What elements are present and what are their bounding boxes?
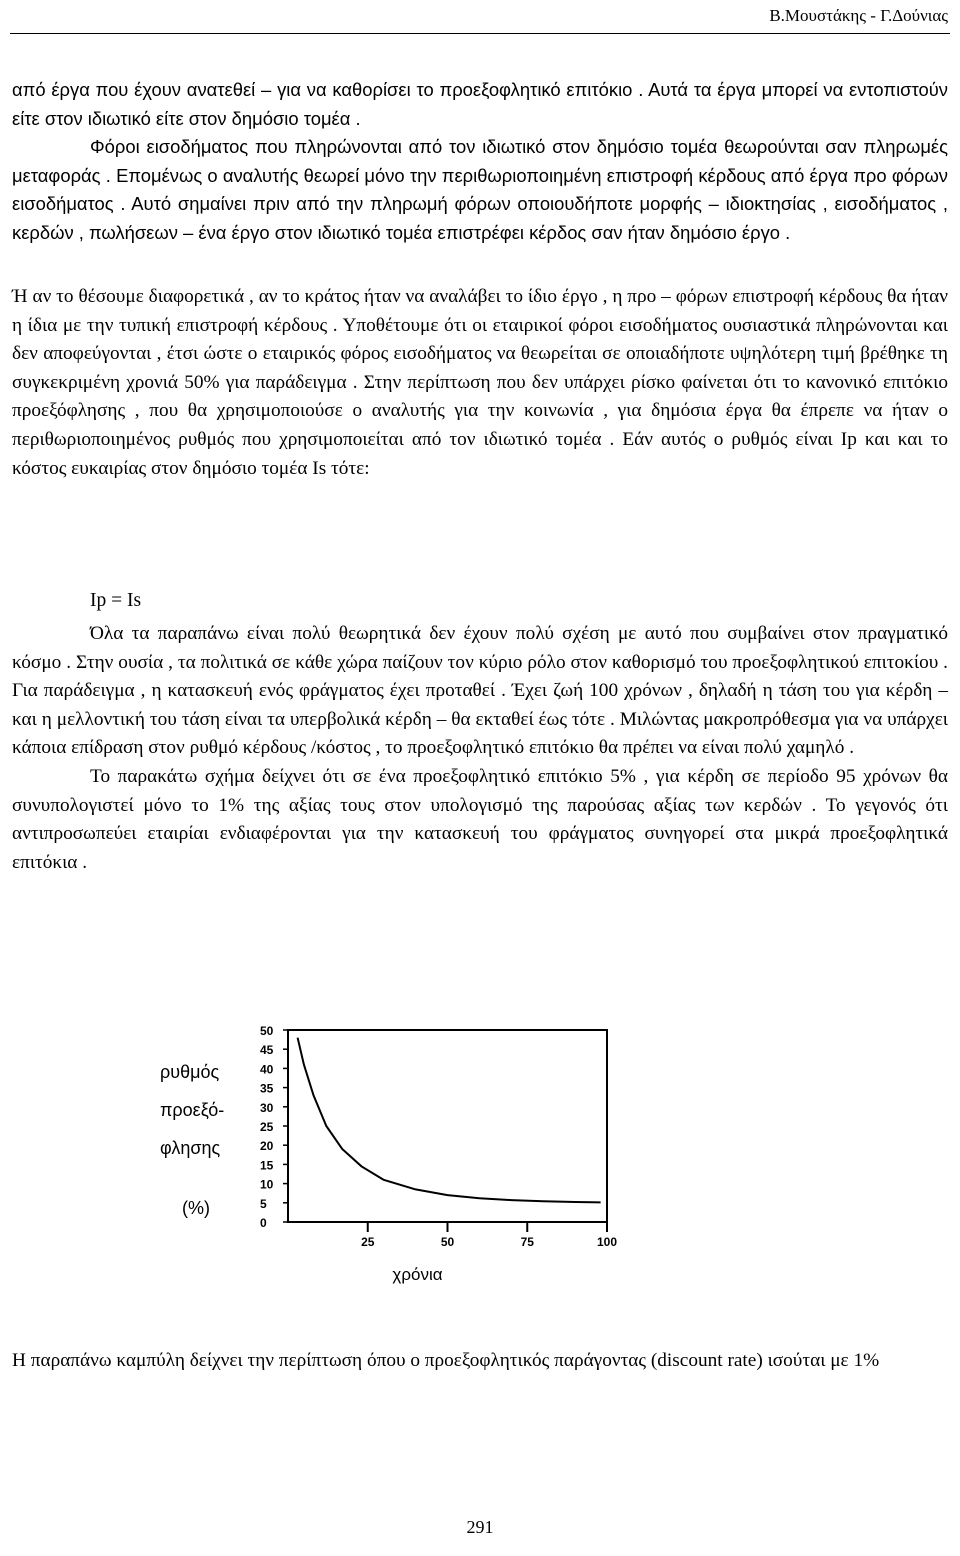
figure-caption: Η παραπάνω καμπύλη δείχνει την περίπτωση όπου ο προεξοφλητικός παράγοντας (discount rate) ισούται με 1%: [12, 1350, 880, 1371]
y-tick-label: 45: [260, 1043, 274, 1058]
y-tick-label: 50: [260, 1024, 274, 1038]
paragraph-3: Ή αν το θέσουμε διαφορετικά , αν το κράτος ήταν να αναλάβει το ίδιο έργο , η προ – φόρων επιστροφή κέρδους θα ήταν η ίδια με την τυπική επιστροφή κέρδους . Υποθέτουμε ότι οι εταιρικοί φόροι εισοδήματος ουσιαστικά πληρώνονται και δεν αποφεύγονται , έτσι ώστε ο εταιρικός φόρος εισοδήματος να θεωρείται σε οποιαδήποτε υψηλότερη τιμή βρέθηκε τη συγκεκριμένη χρονιά 50% για παράδειγμα . Στην περίπτωση που δεν υπάρχει ρίσκο φαίνεται ότι το κανονικό επιτόκιο προεξόφλησης , που θα χρησιμοποιούσε ο αναλυτής για την κοινωνία , για δημόσια έργα θα έπρεπε να ήταν ο περιθωριοποιημένος ρυθμός που χρησιμοποιείται από τον ιδιωτικό τομέα . Εάν αυτός ο ρυθμός είναι Ip και και το κόστος ευκαιρίας στον δημόσιο τομέα Is τότε:: [12, 286, 948, 479]
paragraph-block-1: [12, 76, 948, 248]
y-tick-label: 40: [260, 1062, 274, 1077]
paragraph-2: Φόροι εισοδήματος που πληρώνονται από τον ιδιωτικό στον δημόσιο τομέα θεωρούνται σαν πληρωμές μεταφοράς . Επομένως ο αναλυτής θεωρεί μόνο την περιθωριοποιημένη επιστροφή κέρδους από έργα προ φόρων εισοδήματος . Αυτό σημαίνει πριν από την πληρωμή φόρων οποιουδήποτε μορφής – ιδιοκτησίας , εισοδήματος , κερδών , πωλήσεων – ένα έργο στον ιδιωτικό τομέα επιστρέφει κέρδος σαν ήταν δημόσιο έργο .: [12, 136, 948, 243]
x-tick-label: 100: [596, 1235, 618, 1249]
formula: Ip = Is: [90, 590, 142, 611]
discount-rate-chart: [160, 1000, 640, 1310]
y-tick-label: 5: [260, 1196, 267, 1211]
y-tick-label: 25: [260, 1120, 274, 1134]
header-rule: [10, 33, 950, 34]
y-axis-label-line: φλησης: [160, 1138, 221, 1158]
discount-rate-figure: [160, 1000, 640, 1310]
page-number: 291: [466, 1517, 494, 1537]
x-ticks: [361, 1222, 617, 1249]
x-tick-label: 75: [520, 1235, 534, 1249]
y-tick-label: 20: [260, 1139, 274, 1154]
x-tick-label: 25: [361, 1235, 375, 1249]
y-ticks: [260, 1024, 288, 1230]
y-axis-label: [160, 1062, 224, 1218]
y-axis-label-line: ρυθμός: [160, 1062, 220, 1082]
paragraph-block-2: [12, 283, 948, 483]
discount-curve: [298, 1038, 601, 1203]
paragraph-block-3: [12, 620, 948, 877]
y-tick-label: 15: [260, 1158, 274, 1173]
running-header: Β.Μουστάκης - Γ.Δούνιας: [769, 6, 948, 25]
paragraph-5: Το παρακάτω σχήμα δείχνει ότι σε ένα προεξοφλητικό επιτόκιο 5% , για κέρδη σε περίοδο 95 χρόνων θα συνυπολογιστεί μόνο το 1% της αξίας τους στον υπολογισμό της παρούσας αξίας των κερδών . Το γεγονός ότι αντιπροσωπεύει εταιρίαι ενδιαφέρονται για την κατασκευή του φράγματος συνηγορεί στα μικρά προεξοφλητικά επιτόκια .: [12, 765, 948, 873]
y-axis-label-line: (%): [182, 1198, 210, 1218]
x-tick-label: 50: [440, 1235, 455, 1249]
paragraph-1: από έργα που έχουν ανατεθεί – για να καθορίσει το προεξοφλητικό επιτόκιο . Αυτά τα έργα μπορεί να εντοπιστούν είτε στον ιδιωτικό είτε στον δημόσιο τομέα .: [12, 79, 948, 129]
y-tick-label: 30: [260, 1100, 274, 1115]
y-axis-label-line: προεξό-: [160, 1100, 225, 1120]
y-tick-label: 0: [260, 1216, 267, 1230]
plot-frame: [288, 1030, 607, 1222]
y-tick-label: 10: [260, 1177, 274, 1192]
paragraph-4: Όλα τα παραπάνω είναι πολύ θεωρητικά δεν έχουν πολύ σχέση με αυτό που συμβαίνει στον πραγματικό κόσμο . Στην ουσία , τα πολιτικά σε κάθε χώρα παίζουν τον κύριο ρόλο στον καθορισμό του προεξοφλητικού επιτοκίου . Για παράδειγμα , η κατασκευή ενός φράγματος έχει προταθεί . Έχει ζωή 100 χρόνων , δηλαδή η τάση του για κέρδη – και η μελλοντική του τάση είναι τα υπερβολικά κέρδη – θα εκταθεί έως τότε . Μιλώντας μακροπρόθεσμα για να υπάρχει κάποια επίδραση στον ρυθμό κέρδους /κόστος , το προεξοφλητικό επιτόκιο θα πρέπει να είναι πολύ χαμηλό .: [12, 623, 948, 759]
x-axis-label: χρόνια: [392, 1265, 443, 1284]
y-tick-label: 35: [260, 1081, 274, 1096]
